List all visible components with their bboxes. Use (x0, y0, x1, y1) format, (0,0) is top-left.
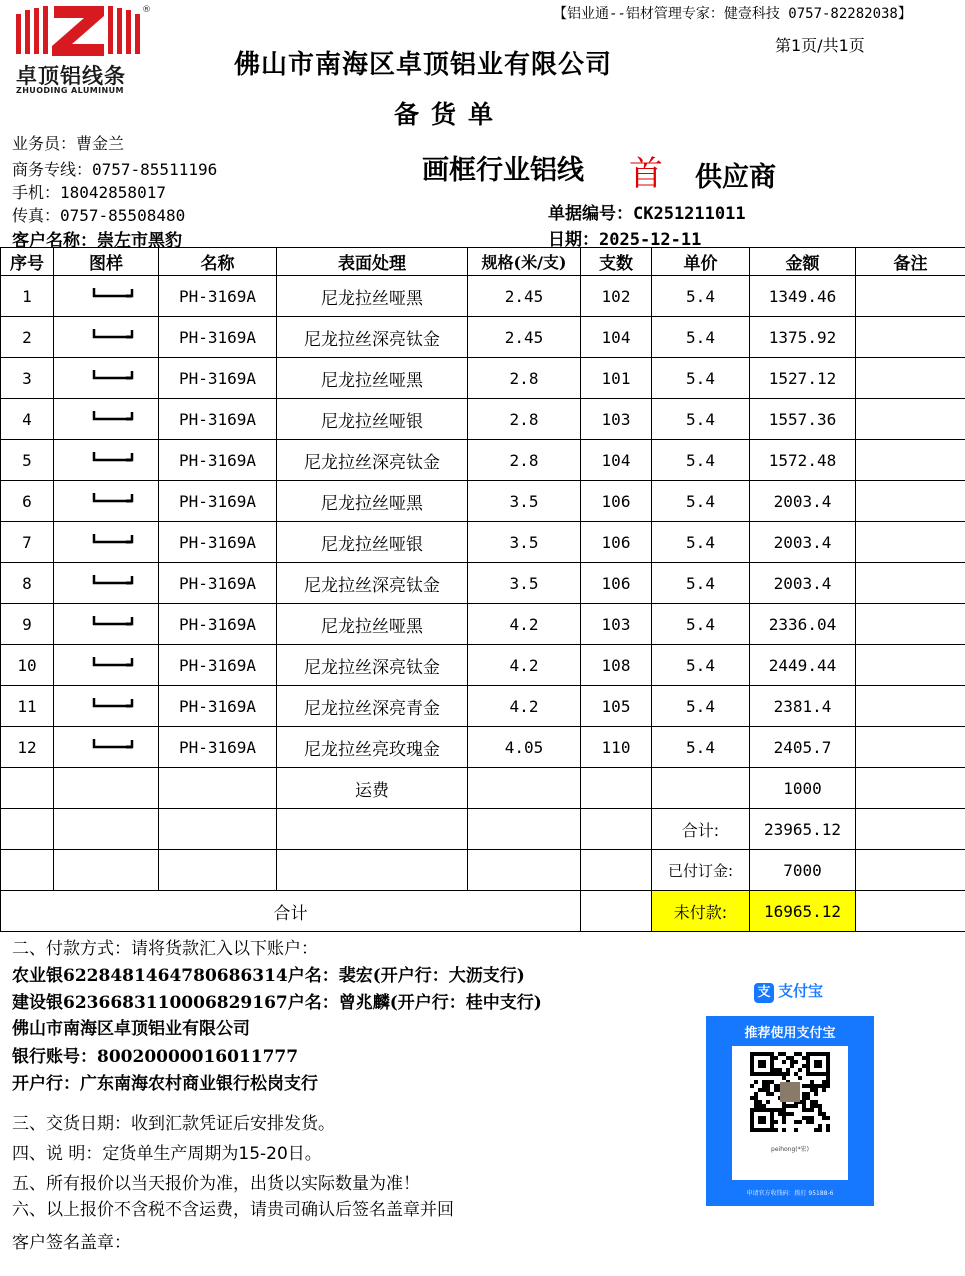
amount: 1375.92 (750, 317, 856, 358)
profile-icon (54, 317, 159, 358)
alipay-brand-name: 支付宝 (778, 982, 824, 1000)
spec-length: 3.5 (468, 481, 581, 522)
row-no: 10 (1, 645, 54, 686)
quantity: 101 (581, 358, 652, 399)
note (856, 645, 965, 686)
amount: 1572.48 (750, 440, 856, 481)
slogan-suffix: 供应商 (695, 162, 776, 193)
col-header-finish: 表面处理 (277, 248, 468, 276)
amount: 2003.4 (750, 563, 856, 604)
salesperson: 业务员：曹金兰 (12, 134, 125, 153)
deposit-label: 已付订金: (652, 850, 750, 891)
amount: 1527.12 (750, 358, 856, 399)
unit-price: 5.4 (652, 645, 750, 686)
product-name: PH-3169A (159, 727, 277, 768)
unit-price: 5.4 (652, 522, 750, 563)
quantity: 104 (581, 317, 652, 358)
spec-length: 2.8 (468, 399, 581, 440)
note (856, 358, 965, 399)
unit-price: 5.4 (652, 686, 750, 727)
subtotal-label: 合计: (652, 809, 750, 850)
product-name: PH-3169A (159, 481, 277, 522)
col-header-image: 图样 (54, 248, 159, 276)
profile-icon (54, 727, 159, 768)
quantity: 103 (581, 604, 652, 645)
table-row (1, 645, 965, 686)
table-row (1, 522, 965, 563)
note (856, 604, 965, 645)
col-header-price: 单价 (652, 248, 750, 276)
product-name: PH-3169A (159, 440, 277, 481)
profile-icon (54, 399, 159, 440)
spec-length: 2.45 (468, 276, 581, 317)
note (856, 686, 965, 727)
shipping-amount: 1000 (750, 768, 856, 809)
row-no: 12 (1, 727, 54, 768)
spec-length: 4.2 (468, 686, 581, 727)
surface-finish: 尼龙拉丝哑黑 (277, 481, 468, 522)
total-label: 合计 (1, 891, 581, 932)
product-name: PH-3169A (159, 399, 277, 440)
fax-number: 传真：0757-85508480 (12, 206, 186, 225)
profile-icon (54, 276, 159, 317)
alipay-scan-hint: 打开支付宝[扫一扫] (754, 1169, 826, 1178)
amount: 1349.46 (750, 276, 856, 317)
row-no: 9 (1, 604, 54, 645)
subtotal-amount: 23965.12 (750, 809, 856, 850)
note (856, 522, 965, 563)
logo-subtitle: ZHUODING ALUMINUM (16, 86, 124, 95)
unit-price: 5.4 (652, 399, 750, 440)
col-header-spec: 规格(米/支) (468, 248, 581, 276)
document-number: 单据编号：CK251211011 (548, 204, 746, 224)
deposit-row (1, 850, 965, 891)
unit-price: 5.4 (652, 276, 750, 317)
row-no: 5 (1, 440, 54, 481)
table-row (1, 317, 965, 358)
unpaid-amount: 16965.12 (750, 891, 856, 932)
deposit-amount: 7000 (750, 850, 856, 891)
surface-finish: 尼龙拉丝深亮青金 (277, 686, 468, 727)
row-no: 1 (1, 276, 54, 317)
surface-finish: 尼龙拉丝哑黑 (277, 604, 468, 645)
row-no: 3 (1, 358, 54, 399)
bank-account-2: 建设银6236683110006829167户名：曾兆麟(开户行：桂中支行) (12, 993, 542, 1013)
amount: 1557.36 (750, 399, 856, 440)
table-header-row (1, 248, 965, 276)
note-pricing: 五、所有报价以当天报价为准，出货以实际数量为准！ (12, 1174, 420, 1194)
page-indicator: 第1页/共1页 (775, 36, 865, 55)
alipay-qr-card[interactable] (706, 1016, 874, 1206)
amount: 2449.44 (750, 645, 856, 686)
profile-icon (54, 604, 159, 645)
surface-finish: 尼龙拉丝深亮钛金 (277, 563, 468, 604)
payment-title: 二、付款方式：请将货款汇入以下账户： (12, 939, 318, 959)
col-header-name: 名称 (159, 248, 277, 276)
alipay-user: peihong(*宏) (771, 1146, 809, 1153)
total-row (1, 891, 965, 932)
surface-finish: 尼龙拉丝亮玫瑰金 (277, 727, 468, 768)
amount: 2336.04 (750, 604, 856, 645)
row-no: 7 (1, 522, 54, 563)
mobile-number: 手机：18042858017 (12, 183, 166, 202)
quantity: 103 (581, 399, 652, 440)
surface-finish: 尼龙拉丝哑银 (277, 522, 468, 563)
alipay-header: 推荐使用支付宝 (744, 1026, 836, 1041)
profile-icon (54, 522, 159, 563)
col-header-amount: 金额 (750, 248, 856, 276)
profile-icon (54, 563, 159, 604)
product-name: PH-3169A (159, 358, 277, 399)
unit-price: 5.4 (652, 481, 750, 522)
quantity: 102 (581, 276, 652, 317)
table-row (1, 358, 965, 399)
slogan-text: 画框行业铝线 (422, 155, 584, 186)
unit-price: 5.4 (652, 317, 750, 358)
note-production: 四、说 明：定货单生产周期为15-20日。 (12, 1144, 322, 1164)
spec-length: 2.45 (468, 317, 581, 358)
profile-icon (54, 686, 159, 727)
unit-price: 5.4 (652, 440, 750, 481)
note (856, 276, 965, 317)
spec-length: 4.2 (468, 604, 581, 645)
amount: 2003.4 (750, 481, 856, 522)
surface-finish: 尼龙拉丝哑黑 (277, 276, 468, 317)
spec-length: 3.5 (468, 522, 581, 563)
signature-label: 客户签名盖章： (12, 1233, 131, 1253)
alipay-brand (754, 980, 823, 1003)
profile-icon (54, 358, 159, 399)
surface-finish: 尼龙拉丝深亮钛金 (277, 645, 468, 686)
spec-length: 2.8 (468, 440, 581, 481)
logo-text: 卓顶铝线条 (16, 64, 126, 88)
note (856, 317, 965, 358)
shipping-label: 运费 (277, 768, 468, 809)
spec-length: 4.2 (468, 645, 581, 686)
note (856, 440, 965, 481)
table-row (1, 727, 965, 768)
table-row (1, 440, 965, 481)
row-no: 4 (1, 399, 54, 440)
unit-price: 5.4 (652, 358, 750, 399)
surface-finish: 尼龙拉丝深亮钛金 (277, 440, 468, 481)
unit-price: 5.4 (652, 563, 750, 604)
quantity: 106 (581, 522, 652, 563)
surface-finish: 尼龙拉丝深亮钛金 (277, 317, 468, 358)
table-row (1, 604, 965, 645)
items-table (0, 247, 965, 932)
quantity: 106 (581, 481, 652, 522)
note (856, 563, 965, 604)
qr-panel (732, 1046, 848, 1180)
table-row (1, 563, 965, 604)
product-name: PH-3169A (159, 563, 277, 604)
spec-length: 3.5 (468, 563, 581, 604)
product-name: PH-3169A (159, 686, 277, 727)
row-no: 2 (1, 317, 54, 358)
product-name: PH-3169A (159, 604, 277, 645)
col-header-qty: 支数 (581, 248, 652, 276)
row-no: 8 (1, 563, 54, 604)
quantity: 108 (581, 645, 652, 686)
amount: 2003.4 (750, 522, 856, 563)
payee-company: 佛山市南海区卓顶铝业有限公司 (12, 1019, 250, 1039)
unit-price: 5.4 (652, 604, 750, 645)
amount: 2405.7 (750, 727, 856, 768)
quantity: 106 (581, 563, 652, 604)
note-delivery: 三、交货日期：收到汇款凭证后安排发货。 (12, 1114, 335, 1134)
product-name: PH-3169A (159, 276, 277, 317)
slogan-highlight: 首 (629, 154, 663, 194)
profile-icon (54, 481, 159, 522)
company-account: 银行账号：80020000016011777 (12, 1047, 299, 1067)
quantity: 110 (581, 727, 652, 768)
profile-icon (54, 645, 159, 686)
row-no: 11 (1, 686, 54, 727)
alipay-icon: 支 (754, 983, 774, 1003)
table-row (1, 276, 965, 317)
note (856, 399, 965, 440)
table-row (1, 481, 965, 522)
spec-length: 4.05 (468, 727, 581, 768)
bank-account-1: 农业银6228481464780686314户名：裴宏(开户行：大沥支行) (12, 966, 525, 986)
svg-text:®: ® (142, 5, 151, 15)
table-row (1, 686, 965, 727)
note (856, 727, 965, 768)
shipping-row (1, 768, 965, 809)
product-name: PH-3169A (159, 317, 277, 358)
unpaid-label: 未付款: (652, 891, 750, 932)
spec-length: 2.8 (468, 358, 581, 399)
note (856, 481, 965, 522)
quantity: 105 (581, 686, 652, 727)
bank-branch: 开户行：广东南海农村商业银行松岗支行 (12, 1074, 318, 1094)
alipay-footer: 申请官方收钱码：拨打 95188-6 (746, 1190, 834, 1197)
product-name: PH-3169A (159, 522, 277, 563)
quantity: 104 (581, 440, 652, 481)
table-row (1, 399, 965, 440)
surface-finish: 尼龙拉丝哑银 (277, 399, 468, 440)
amount: 2381.4 (750, 686, 856, 727)
customer-name: 客户名称：崇左市黑豹 (12, 231, 182, 251)
business-line: 商务专线：0757-85511196 (12, 160, 218, 179)
surface-finish: 尼龙拉丝哑黑 (277, 358, 468, 399)
qr-code-icon[interactable] (750, 1052, 830, 1132)
subtotal-row (1, 809, 965, 850)
document-title: 备货单 (394, 100, 506, 129)
col-header-no: 序号 (1, 248, 54, 276)
company-title: 佛山市南海区卓顶铝业有限公司 (234, 50, 613, 80)
col-header-note: 备注 (856, 248, 965, 276)
document-date: 日期：2025-12-11 (548, 230, 702, 250)
row-no: 6 (1, 481, 54, 522)
note-tax: 六、以上报价不含税不含运费，请贵司确认后签名盖章并回 (12, 1200, 454, 1220)
product-name: PH-3169A (159, 645, 277, 686)
unit-price: 5.4 (652, 727, 750, 768)
profile-icon (54, 440, 159, 481)
vendor-banner: 【铝业通--铝材管理专家：健壹科技 0757-82282038】 (553, 6, 912, 22)
